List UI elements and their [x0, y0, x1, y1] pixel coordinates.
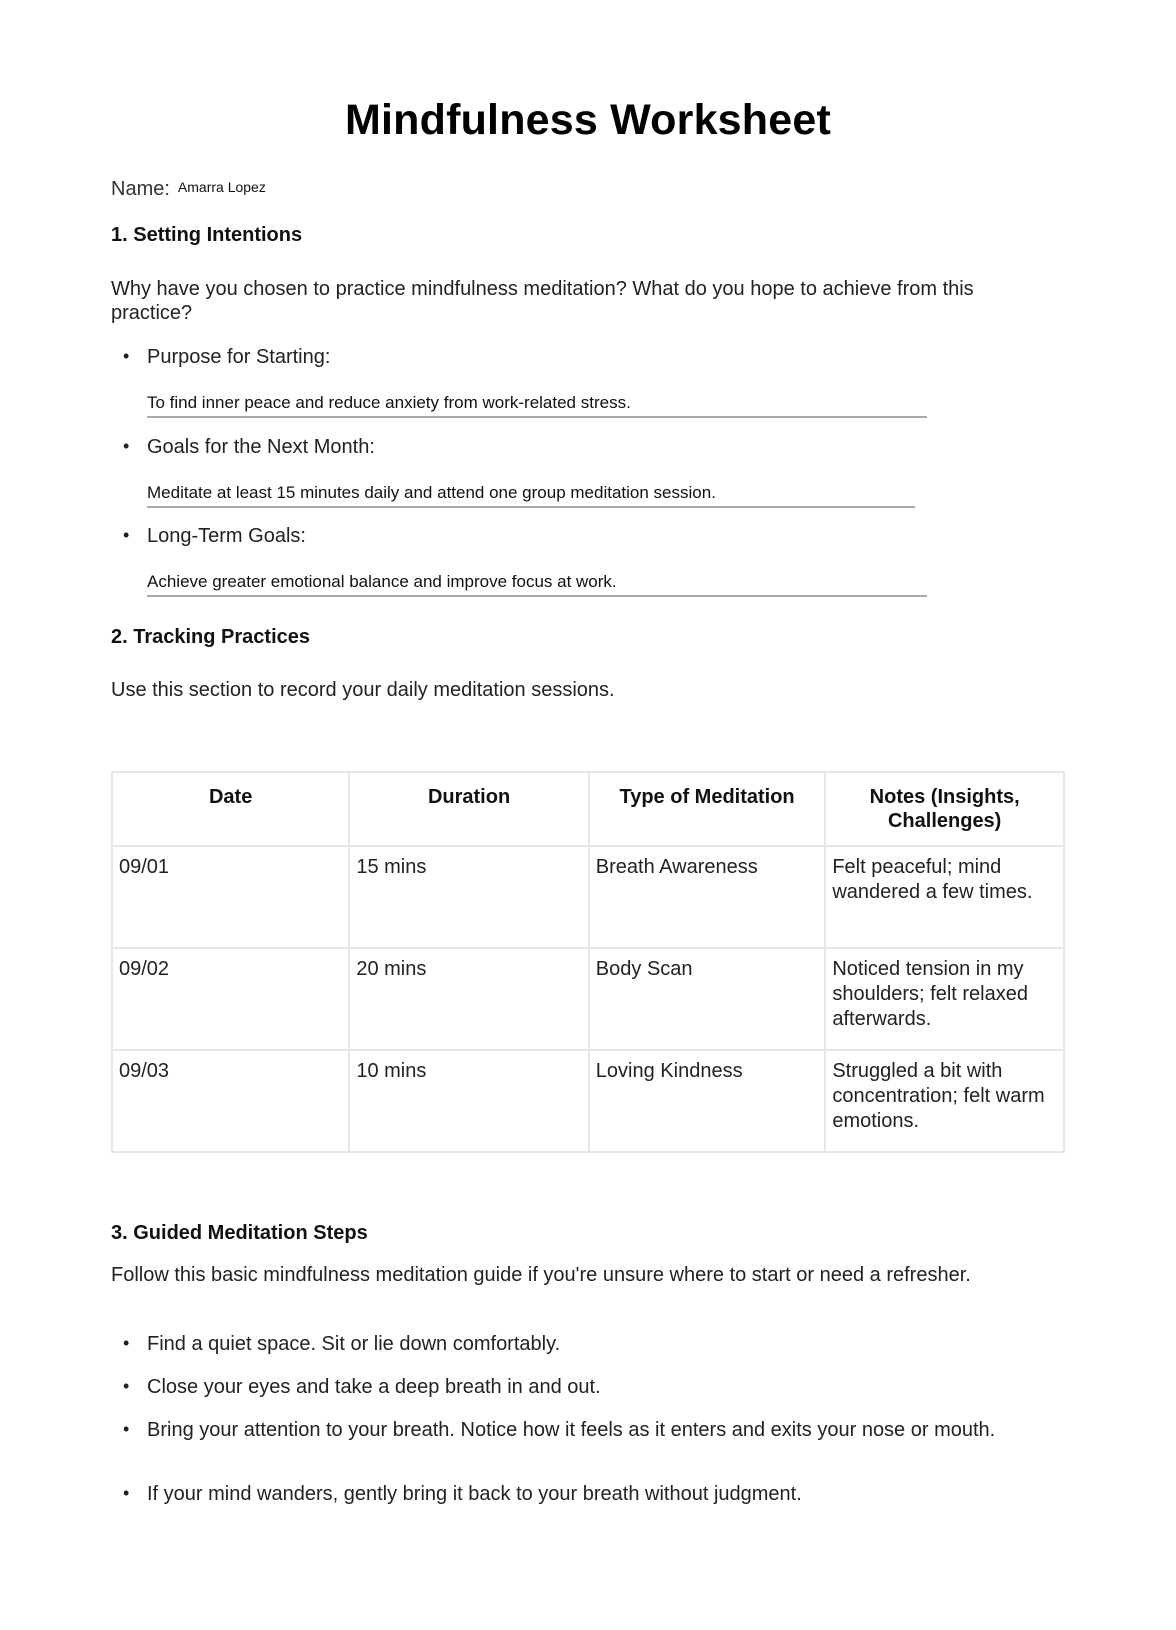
cell-date[interactable]: 09/03: [112, 1050, 349, 1152]
long-term-goals-answer-field[interactable]: Achieve greater emotional balance and improve focus at work.: [147, 572, 927, 597]
section-2-title: 2. Tracking Practices: [111, 626, 311, 648]
list-item: • If your mind wanders, gently bring it back to your breath without judgment.: [123, 1483, 1047, 1506]
table-row: [112, 846, 1064, 948]
list-item: • Find a quiet space. Sit or lie down comfortably.: [123, 1333, 1047, 1356]
section-3-prompt: Follow this basic mindfulness meditation guide if you're unsure where to start or need a refresher.: [111, 1264, 971, 1286]
cell-notes[interactable]: Felt peaceful; mind wandered a few times.: [825, 846, 1064, 948]
header-date: Date: [112, 772, 349, 846]
cell-notes[interactable]: Noticed tension in my shoulders; felt relaxed afterwards.: [825, 948, 1064, 1050]
header-notes: Notes (Insights, Challenges): [825, 772, 1064, 846]
purpose-label: • Purpose for Starting:: [123, 346, 330, 369]
list-item: • Close your eyes and take a deep breath in and out.: [123, 1376, 1047, 1399]
cell-duration[interactable]: 20 mins: [349, 948, 588, 1050]
document-title: Mindfulness Worksheet: [344, 96, 832, 144]
cell-type[interactable]: Body Scan: [589, 948, 826, 1050]
meditation-log-table: [111, 771, 1065, 1153]
name-value: Amarra Lopez: [177, 179, 266, 195]
cell-date[interactable]: 09/02: [112, 948, 349, 1050]
section-3-title: 3. Guided Meditation Steps: [111, 1222, 368, 1244]
cell-duration[interactable]: 10 mins: [349, 1050, 588, 1152]
month-goals-label: • Goals for the Next Month:: [123, 436, 375, 459]
cell-duration[interactable]: 15 mins: [349, 846, 588, 948]
cell-notes[interactable]: Struggled a bit with concentration; felt warm emotions.: [825, 1050, 1064, 1152]
cell-type[interactable]: Breath Awareness: [589, 846, 826, 948]
cell-date[interactable]: 09/01: [112, 846, 349, 948]
month-goals-answer-field[interactable]: Meditate at least 15 minutes daily and attend one group meditation session.: [147, 483, 915, 508]
name-label: Name:: [111, 178, 170, 200]
list-item: • Bring your attention to your breath. Notice how it feels as it enters and exits your nose or mouth.: [123, 1419, 1047, 1442]
section-1-title: 1. Setting Intentions: [111, 224, 303, 246]
purpose-answer-field[interactable]: To find inner peace and reduce anxiety from work-related stress.: [147, 393, 927, 418]
header-type: Type of Meditation: [589, 772, 826, 846]
section-1-prompt: Why have you chosen to practice mindfulness meditation? What do you hope to achieve from this practice?: [111, 278, 974, 324]
section-2-prompt: Use this section to record your daily meditation sessions.: [111, 679, 615, 701]
long-term-goals-label: • Long-Term Goals:: [123, 525, 306, 548]
header-duration: Duration: [349, 772, 588, 846]
cell-type[interactable]: Loving Kindness: [589, 1050, 826, 1152]
table-row: [112, 948, 1064, 1050]
table-row: [112, 1050, 1064, 1152]
name-row: [111, 178, 266, 201]
table-header-row: [112, 772, 1064, 846]
